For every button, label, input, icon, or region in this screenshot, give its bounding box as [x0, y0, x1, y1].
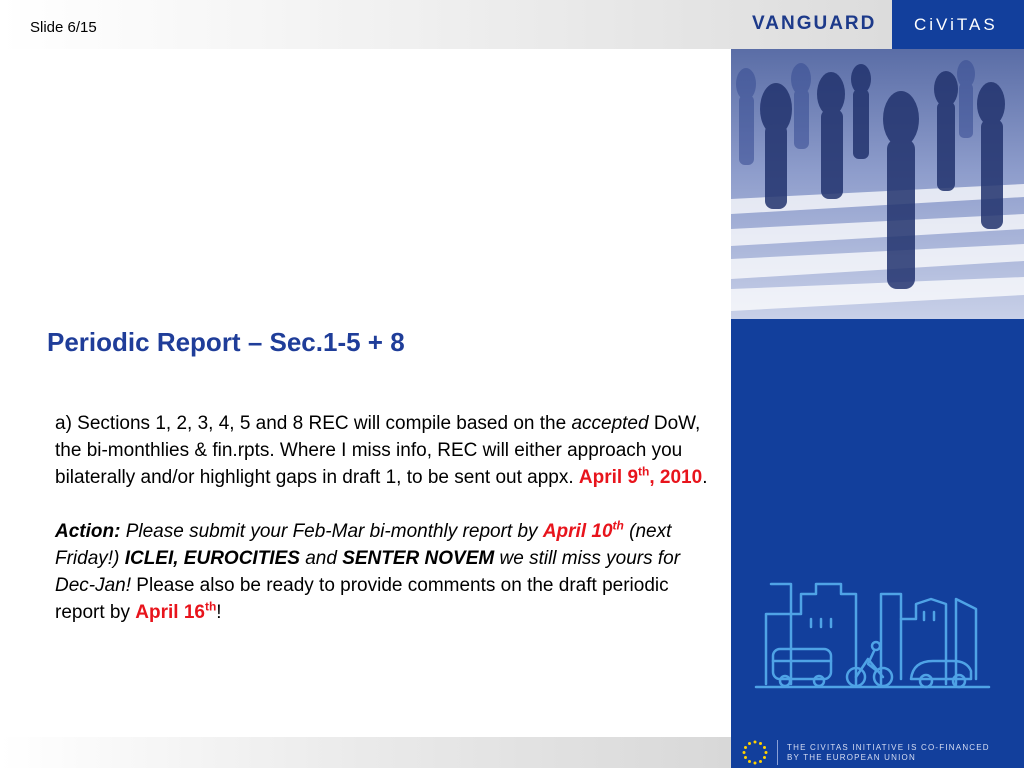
eu-flag-icon: [735, 738, 775, 767]
slide-title: Periodic Report – Sec.1-5 + 8: [47, 327, 405, 357]
date-april-9: [578, 464, 703, 488]
action-label: Action:: [55, 521, 121, 542]
paragraph-sections: [55, 410, 715, 491]
eu-divider: [777, 740, 778, 765]
crowd-photo-image: [731, 49, 1024, 319]
date-april-16: [135, 599, 217, 623]
header-bar: [0, 0, 892, 49]
para2-text-5: !: [216, 602, 222, 623]
eu-line-1: THE CIVITAS INITIATIVE IS CO-FINANCED: [787, 743, 990, 752]
vanguard-logo: VANGUARD: [752, 13, 877, 34]
para2-text-2: (next Friday!): [55, 521, 672, 569]
date-april-16-main: April 16: [135, 602, 205, 623]
eu-cofinance-box: [731, 737, 1024, 768]
date-april-9-main: April 9: [578, 467, 639, 488]
date-april-9-sup: th: [638, 464, 650, 479]
date-april-10-sup: th: [612, 518, 624, 533]
civitas-logo: CiViTAS: [914, 15, 998, 34]
crowd-photo: [731, 49, 1024, 319]
para1-text-3: .: [702, 467, 708, 488]
para2-senter-novem: SENTER NOVEM: [342, 548, 495, 569]
para1-text-2: DoW, the bi-monthlies & fin.rpts. Where I miss info, REC will either approach you bilaterally and/or highlight gaps in draft 1, to be sent out appx.: [55, 413, 701, 488]
para2-and: and: [299, 548, 343, 569]
paragraph-gap: [55, 491, 715, 518]
date-april-9-year: , 2010: [649, 467, 703, 488]
date-april-10: [542, 518, 624, 542]
para2-orgs: ICLEI, EUROCITIES: [124, 548, 300, 569]
para2-text-1: Please submit your Feb-Mar bi-monthly report by: [120, 521, 543, 542]
para2-text-4: Please also be ready to provide comments on the draft periodic report by: [55, 575, 669, 623]
para1-text-1: a) Sections 1, 2, 3, 4, 5 and 8 REC will compile based on the: [55, 413, 572, 434]
date-april-10-main: April 10: [542, 521, 613, 542]
footer-bar: [0, 737, 731, 768]
para1-accepted: accepted: [571, 413, 649, 434]
para2-text-3: we still miss yours for Dec-Jan!: [55, 548, 681, 596]
slide-body: [55, 410, 715, 626]
eu-cofinance-text: [787, 743, 990, 763]
city-transport-illustration: [731, 319, 1024, 737]
eu-line-2: BY THE EUROPEAN UNION: [787, 753, 916, 762]
blue-side-panel: [731, 319, 1024, 737]
slide-number: Slide 6/15: [30, 19, 97, 36]
paragraph-action: [55, 518, 715, 626]
civitas-logo-box: [892, 0, 1024, 49]
date-april-16-sup: th: [204, 599, 217, 614]
